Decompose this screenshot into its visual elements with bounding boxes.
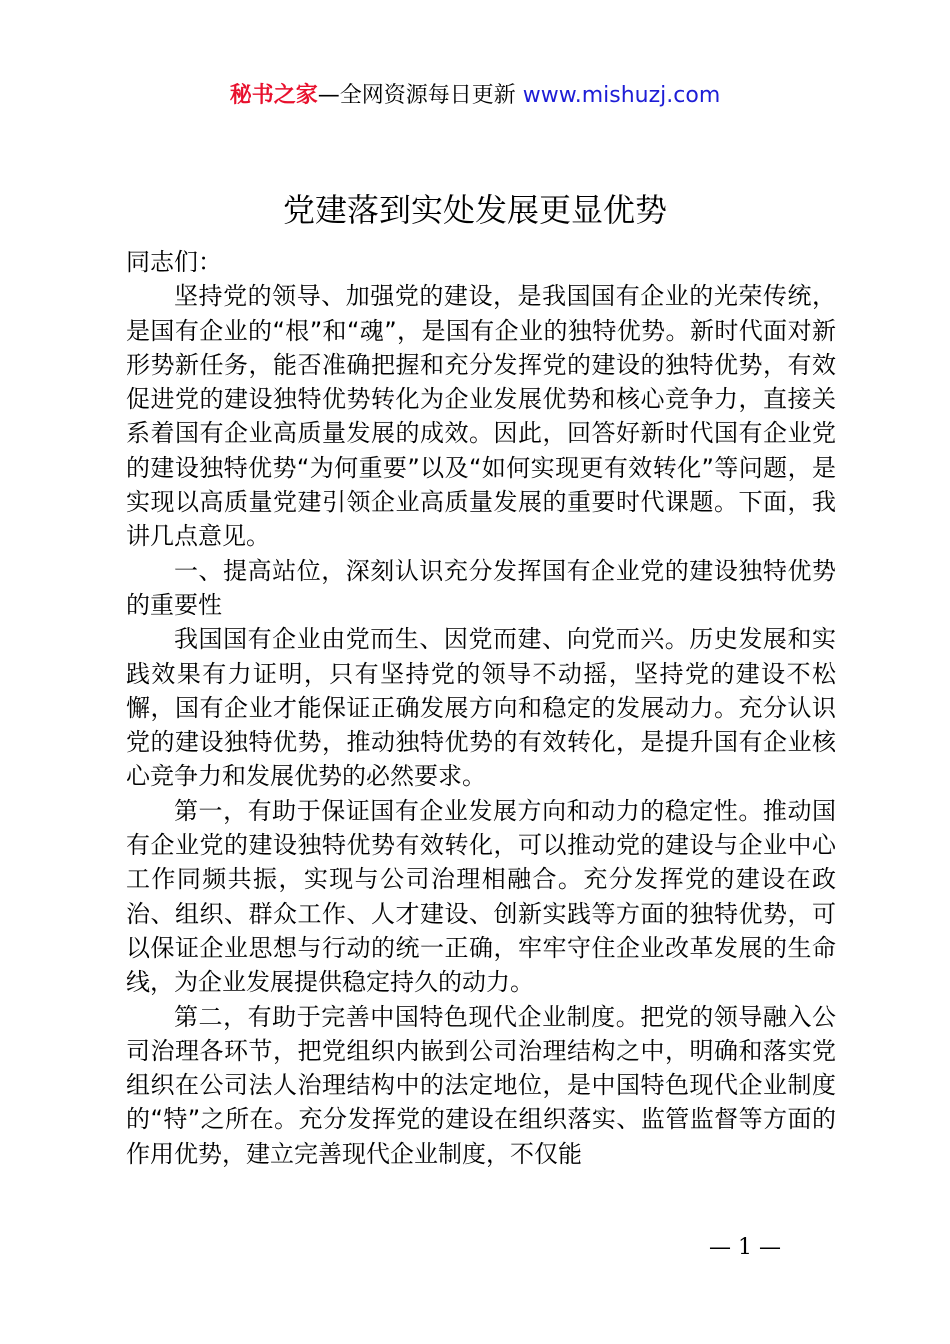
document-body (126, 245, 836, 1171)
salutation: 同志们： (126, 248, 222, 276)
site-banner (0, 80, 950, 112)
site-url-link[interactable]: www.mishuzj.com (522, 83, 721, 108)
document-title: 党建落到实处发展更显优势 (282, 191, 667, 229)
section-heading: 一、提高站位，深刻认识充分发挥国有企业党的建设独特优势的重要性 (126, 556, 836, 619)
page-number: — 1 — (709, 1235, 781, 1260)
site-tagline: —全网资源每日更新 (317, 83, 516, 108)
site-name: 秘书之家 (229, 83, 318, 108)
paragraph: 第一，有助于保证国有企业发展方向和动力的稳定性。推动国有企业党的建设独特优势有效转化，可以推动党的建设与企业中心工作同频共振，实现与公司治理相融合。充分发挥党的建设在政治、组织、群众工作、人才建设、创新实践等方面的独特优势，可以保证企业思想与行动的统一正确，牢牢守住企业改革发展的生命线，为企业发展提供稳定持久的动力。 (126, 796, 836, 997)
paragraph: 我国国有企业由党而生、因党而建、向党而兴。历史发展和实践效果有力证明，只有坚持党的领导不动摇，坚持党的建设不松懈，国有企业才能保证正确发展方向和稳定的发展动力。充分认识党的建设独特优势，推动独特优势的有效转化，是提升国有企业核心竞争力和发展优势的必然要求。 (126, 625, 836, 791)
paragraph: 坚持党的领导、加强党的建设，是我国国有企业的光荣传统，是国有企业的“根”和“魂”，是国有企业的独特优势。新时代面对新形势新任务，能否准确把握和充分发挥党的建设的独特优势，有效促进党的建设独特优势转化为企业发展优势和核心竞争力，直接关系着国有企业高质量发展的成效。因此，回答好新时代国有企业党的建设独特优势“为何重要”以及“如何实现更有效转化”等问题，是实现以高质量党建引领企业高质量发展的重要时代课题。下面，我讲几点意见。 (126, 282, 836, 551)
paragraph: 第二，有助于完善中国特色现代企业制度。把党的领导融入公司治理各环节，把党组织内嵌到公司治理结构之中，明确和落实党组织在公司法人治理结构中的法定地位，是中国特色现代企业制度的“特”之所在。充分发挥党的建设在组织落实、监管监督等方面的作用优势，建立完善现代企业制度，不仅能 (126, 1002, 836, 1168)
